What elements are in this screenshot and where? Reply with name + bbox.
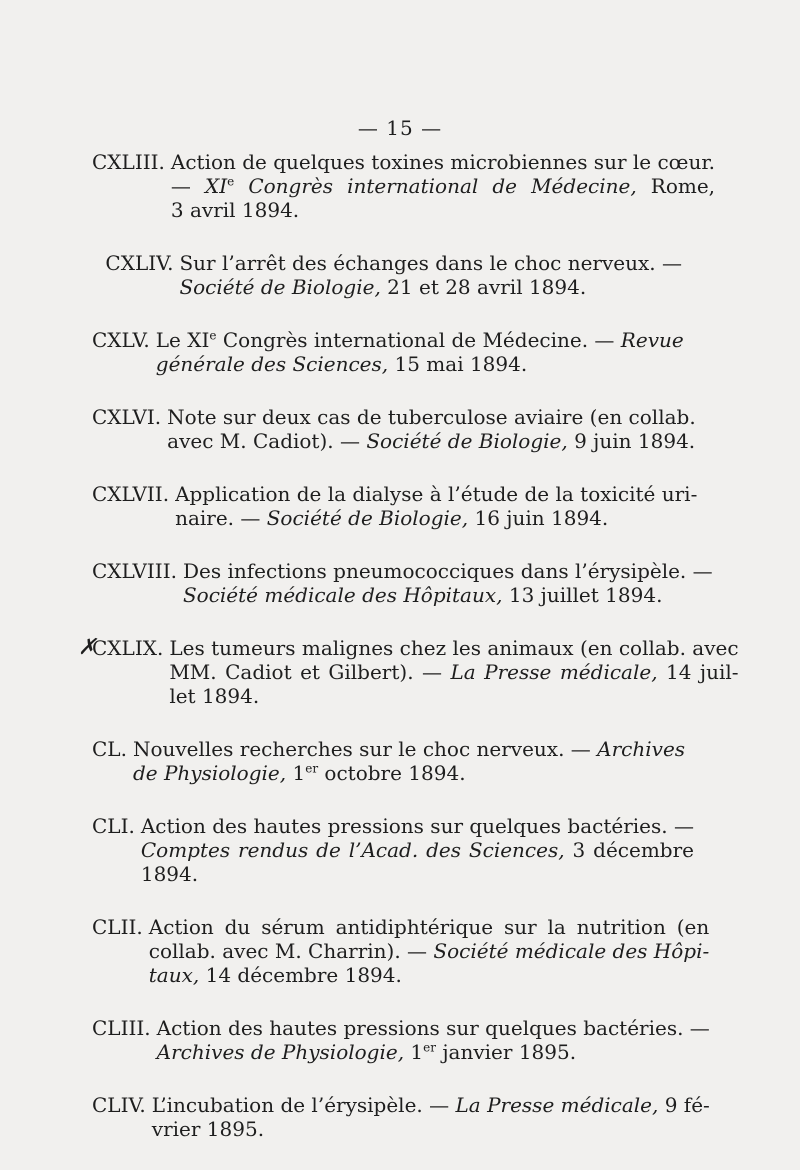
entry-line: let 1894. <box>169 684 260 708</box>
entry-line: avec M. Cadiot). — Société de Biologie, 9 juin 1894. <box>167 429 696 453</box>
bibliography-entry <box>92 737 686 785</box>
entry-number: CXLVII. <box>92 482 170 506</box>
entry-number: CXLVI. <box>92 405 162 429</box>
entry-text <box>171 150 715 222</box>
entry-line: générale des Sciences, 15 mai 1894. <box>155 352 528 376</box>
entry-line: Action du sérum antidiphtérique sur la nutrition (en <box>148 915 710 939</box>
entry-line: Le XIe Congrès international de Médecine. — Revue <box>155 328 684 352</box>
bibliography-entry <box>78 635 739 708</box>
entry-line: MM. Cadiot et Gilbert). — La Presse médicale, 14 juil- <box>169 660 739 684</box>
entry-text <box>156 328 684 376</box>
bibliography-list <box>78 150 739 1170</box>
entry-line: Société médicale des Hôpitaux, 13 juillet 1894. <box>182 583 663 607</box>
entry-line: 1894. <box>140 862 199 886</box>
bibliography-entry <box>92 1093 710 1141</box>
bibliography-entry <box>92 251 682 299</box>
bibliography-entry <box>92 150 716 222</box>
entry-number: CXLIII. <box>92 150 165 174</box>
entry-number: CXLIX. ✗ <box>78 635 164 660</box>
bibliography-entry <box>92 915 710 987</box>
entry-line: vrier 1895. <box>151 1117 265 1141</box>
entry-line: Archives de Physiologie, 1er janvier 1895. <box>156 1040 577 1064</box>
entry-line: Action des hautes pressions sur quelques bactéries. — <box>156 1016 710 1040</box>
entry-number: CLI. <box>92 814 135 838</box>
entry-text <box>152 1093 710 1141</box>
handwritten-check-mark: ✗ <box>78 635 97 660</box>
entry-line: Société de Biologie, 21 et 28 avril 1894. <box>179 275 587 299</box>
entry-text <box>133 737 685 785</box>
entry-line: de Physiologie, 1er octobre 1894. <box>132 761 466 785</box>
bibliography-entry <box>92 328 682 376</box>
entry-text <box>183 559 713 607</box>
entry-text <box>179 251 682 299</box>
bibliography-entry <box>92 482 698 530</box>
entry-line: naire. — Société de Biologie, 16 juin 1894. <box>175 506 609 530</box>
entry-line: Comptes rendus de l’Acad. des Sciences, 3 décembre <box>140 838 694 862</box>
entry-line: L’incubation de l’érysipèle. — La Presse médicale, 9 fé- <box>151 1093 710 1117</box>
entry-line: Des infections pneumococciques dans l’érysipèle. — <box>182 559 713 583</box>
entry-line: Note sur deux cas de tuberculose aviaire (en collab. <box>167 405 696 429</box>
entry-line: 3 avril 1894. <box>170 198 300 222</box>
entry-number: CLIV. <box>92 1093 146 1117</box>
entry-number: CXLVIII. <box>92 559 177 583</box>
entry-number: CLII. <box>92 915 143 939</box>
bibliography-entry <box>92 405 696 453</box>
entry-text <box>169 636 738 708</box>
entry-line: taux, 14 décembre 1894. <box>148 963 402 987</box>
entry-line: Les tumeurs malignes chez les animaux (en collab. avec <box>169 636 739 660</box>
entry-number: CXLIV. <box>105 251 174 275</box>
entry-number: CXLV. <box>92 328 150 352</box>
entry-line: Application de la dialyse à l’étude de la toxicité uri- <box>175 482 698 506</box>
bibliography-entry <box>92 559 713 607</box>
entry-text <box>167 405 696 453</box>
bibliography-entry <box>92 1016 710 1064</box>
entry-line: Action de quelques toxines microbiennes sur le cœur. <box>170 150 716 174</box>
entry-text <box>175 482 697 530</box>
entry-line: — XIe Congrès international de Médecine, Rome, <box>170 174 716 198</box>
page-number: — 15 — <box>357 116 443 140</box>
entry-line: Nouvelles recherches sur le choc nerveux. — Archives <box>132 737 686 761</box>
entry-line: Sur l’arrêt des échanges dans le choc nerveux. — <box>179 251 682 275</box>
entry-text <box>157 1016 710 1064</box>
entry-text <box>141 814 694 886</box>
entry-text <box>149 915 710 987</box>
entry-line: collab. avec M. Charrin). — Société médicale des Hôpi- <box>148 939 710 963</box>
entry-number: CL. <box>92 737 127 761</box>
entry-number: CLIII. <box>92 1016 151 1040</box>
entry-line: Action des hautes pressions sur quelques bactéries. — <box>140 814 694 838</box>
bibliography-entry <box>92 814 694 886</box>
